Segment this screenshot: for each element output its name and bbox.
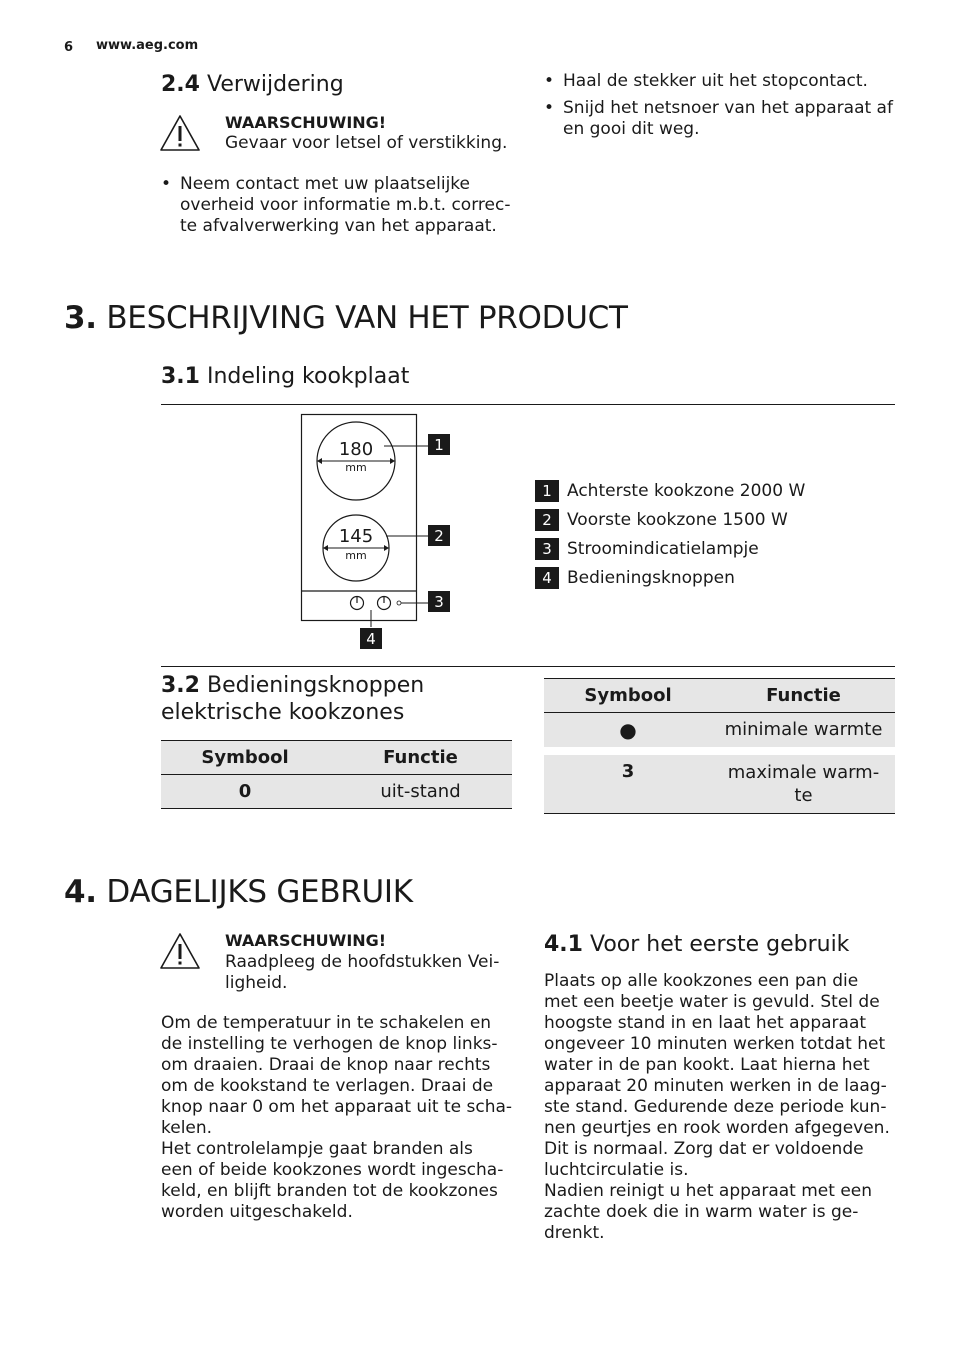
table-header-row [161, 741, 512, 775]
section-3-heading [64, 300, 628, 336]
section-3-2-heading [161, 672, 424, 726]
text-line: ongeveer 10 minuten werken totdat het [544, 1034, 886, 1054]
text-line: met een beetje water is gevuld. Stel de [544, 992, 880, 1012]
legend-item [535, 566, 735, 590]
section-title: Verwijdering [206, 72, 344, 97]
section-number: 3.1 [161, 364, 200, 389]
legend-number: 3 [535, 538, 559, 560]
text-line: water in de pan kookt. Laat hierna het [544, 1055, 870, 1075]
warning-triangle-icon [159, 932, 201, 970]
text-line: zachte doek die in warm water is ge- [544, 1202, 859, 1222]
text-line: om draaien. Draai de knop naar rechts [161, 1055, 491, 1075]
section-title-line-2: elektrische kookzones [161, 700, 405, 725]
text-line: hoogste stand in en laat het apparaat [544, 1013, 867, 1033]
callout-3: 3 [428, 591, 450, 612]
daily-use-paragraph [161, 1013, 521, 1223]
list-item: • Neem contact met uw plaatselijke overheid voor informatie m.b.t. correcte afvalverwerking van het apparaat. [161, 174, 513, 237]
page-number: 6 [64, 40, 74, 55]
section-number: 4.1 [544, 932, 583, 957]
text-line: Het controlelampje gaat branden als [161, 1139, 473, 1159]
text-line: keld, en blijft branden tot de kookzones [161, 1181, 498, 1201]
table-header-row [544, 679, 895, 713]
column-header: Functie [329, 741, 512, 775]
divider [161, 666, 895, 667]
column-header: Functie [712, 679, 895, 713]
legend-item [535, 537, 759, 561]
chapter-number: 3. [64, 300, 97, 336]
zone1-unit: mm [345, 461, 367, 474]
zone2-size: 145 [338, 526, 374, 547]
text-line: worden uitgeschakeld. [161, 1202, 353, 1222]
text-line: drenkt. [544, 1223, 605, 1243]
section-4-heading [64, 874, 413, 910]
callout-1: 1 [428, 434, 450, 455]
zone2-unit: mm [345, 549, 367, 562]
table-row [544, 713, 895, 752]
text-line: apparaat 20 minuten werken in de laag- [544, 1076, 887, 1096]
section-4-1-heading [544, 931, 849, 958]
text-line: een of beide kookzones wordt ingescha- [161, 1160, 504, 1180]
callout-4: 4 [360, 628, 382, 649]
text-line: kelen. [161, 1118, 213, 1138]
hob-diagram [300, 413, 460, 653]
legend-number: 2 [535, 509, 559, 531]
legend-label: Voorste kookzone 1500 W [567, 510, 788, 530]
warning-text-line: Raadpleeg de hoofdstukken Vei- [225, 952, 500, 972]
warning-triangle-icon [159, 114, 201, 152]
text-line: Dit is normaal. Zorg dat er voldoende [544, 1139, 864, 1159]
section-title: Indeling kookplaat [206, 364, 410, 389]
legend-label: Stroomindicatielampje [567, 539, 759, 559]
text-line: knop naar 0 om het apparaat uit te scha- [161, 1097, 513, 1117]
symbol-cell: ● [544, 713, 712, 752]
section-number: 3.2 [161, 673, 200, 698]
list-item: • Haal de stekker uit het stopcontact. [544, 71, 896, 92]
disposal-list-left [161, 174, 513, 243]
section-title-line-1: Bedieningsknoppen [206, 673, 425, 698]
first-use-paragraph [544, 971, 904, 1244]
section-2-4-heading [161, 71, 344, 98]
symbol-cell: 3 [544, 751, 712, 814]
function-cell: minimale warmte [712, 713, 895, 752]
column-header: Symbool [161, 741, 329, 775]
warning-text-line: ligheid. [225, 973, 288, 993]
symbol-cell: 0 [161, 775, 329, 809]
disposal-list-right [544, 71, 896, 146]
divider [161, 404, 895, 405]
warning-title: WAARSCHUWING! [225, 113, 387, 132]
chapter-title: BESCHRIJVING VAN HET PRODUCT [106, 300, 628, 336]
list-item: • Snijd het netsnoer van het apparaat af en gooi dit weg. [544, 98, 896, 140]
chapter-title: DAGELIJKS GEBRUIK [106, 874, 413, 910]
warning-title: WAARSCHUWING! [225, 931, 387, 950]
section-number: 2.4 [161, 72, 200, 97]
legend-number: 1 [535, 480, 559, 502]
text-line: Om de temperatuur in te schakelen en [161, 1013, 492, 1033]
warning-text: Gevaar voor letsel of verstikking. [225, 133, 508, 153]
function-cell: uit-stand [329, 775, 512, 809]
text-line: nen geurtjes en rook worden afgegeven. [544, 1118, 890, 1138]
legend-item [535, 508, 788, 532]
symbol-table-right [544, 678, 895, 814]
legend-item [535, 479, 805, 503]
function-cell: maximale warm- te [712, 751, 895, 814]
legend-label: Achterste kookzone 2000 W [567, 481, 806, 501]
text-line: luchtcirculatie is. [544, 1160, 689, 1180]
text-line: Nadien reinigt u het apparaat met een [544, 1181, 873, 1201]
header-url: www.aeg.com [96, 38, 199, 53]
text-line: ste stand. Gedurende deze periode kun- [544, 1097, 887, 1117]
chapter-number: 4. [64, 874, 97, 910]
table-row [544, 751, 895, 814]
zone1-size: 180 [338, 439, 374, 460]
symbol-table-left [161, 740, 512, 809]
section-3-1-heading [161, 363, 409, 390]
column-header: Symbool [544, 679, 712, 713]
legend-number: 4 [535, 567, 559, 589]
text-line: de instelling te verhogen de knop links- [161, 1034, 498, 1054]
callout-2: 2 [428, 525, 450, 546]
text-line: Plaats op alle kookzones een pan die [544, 971, 859, 991]
text-line: om de kookstand te verlagen. Draai de [161, 1076, 494, 1096]
legend-label: Bedieningsknoppen [567, 568, 735, 588]
table-row [161, 775, 512, 809]
section-title: Voor het eerste gebruik [589, 932, 850, 957]
